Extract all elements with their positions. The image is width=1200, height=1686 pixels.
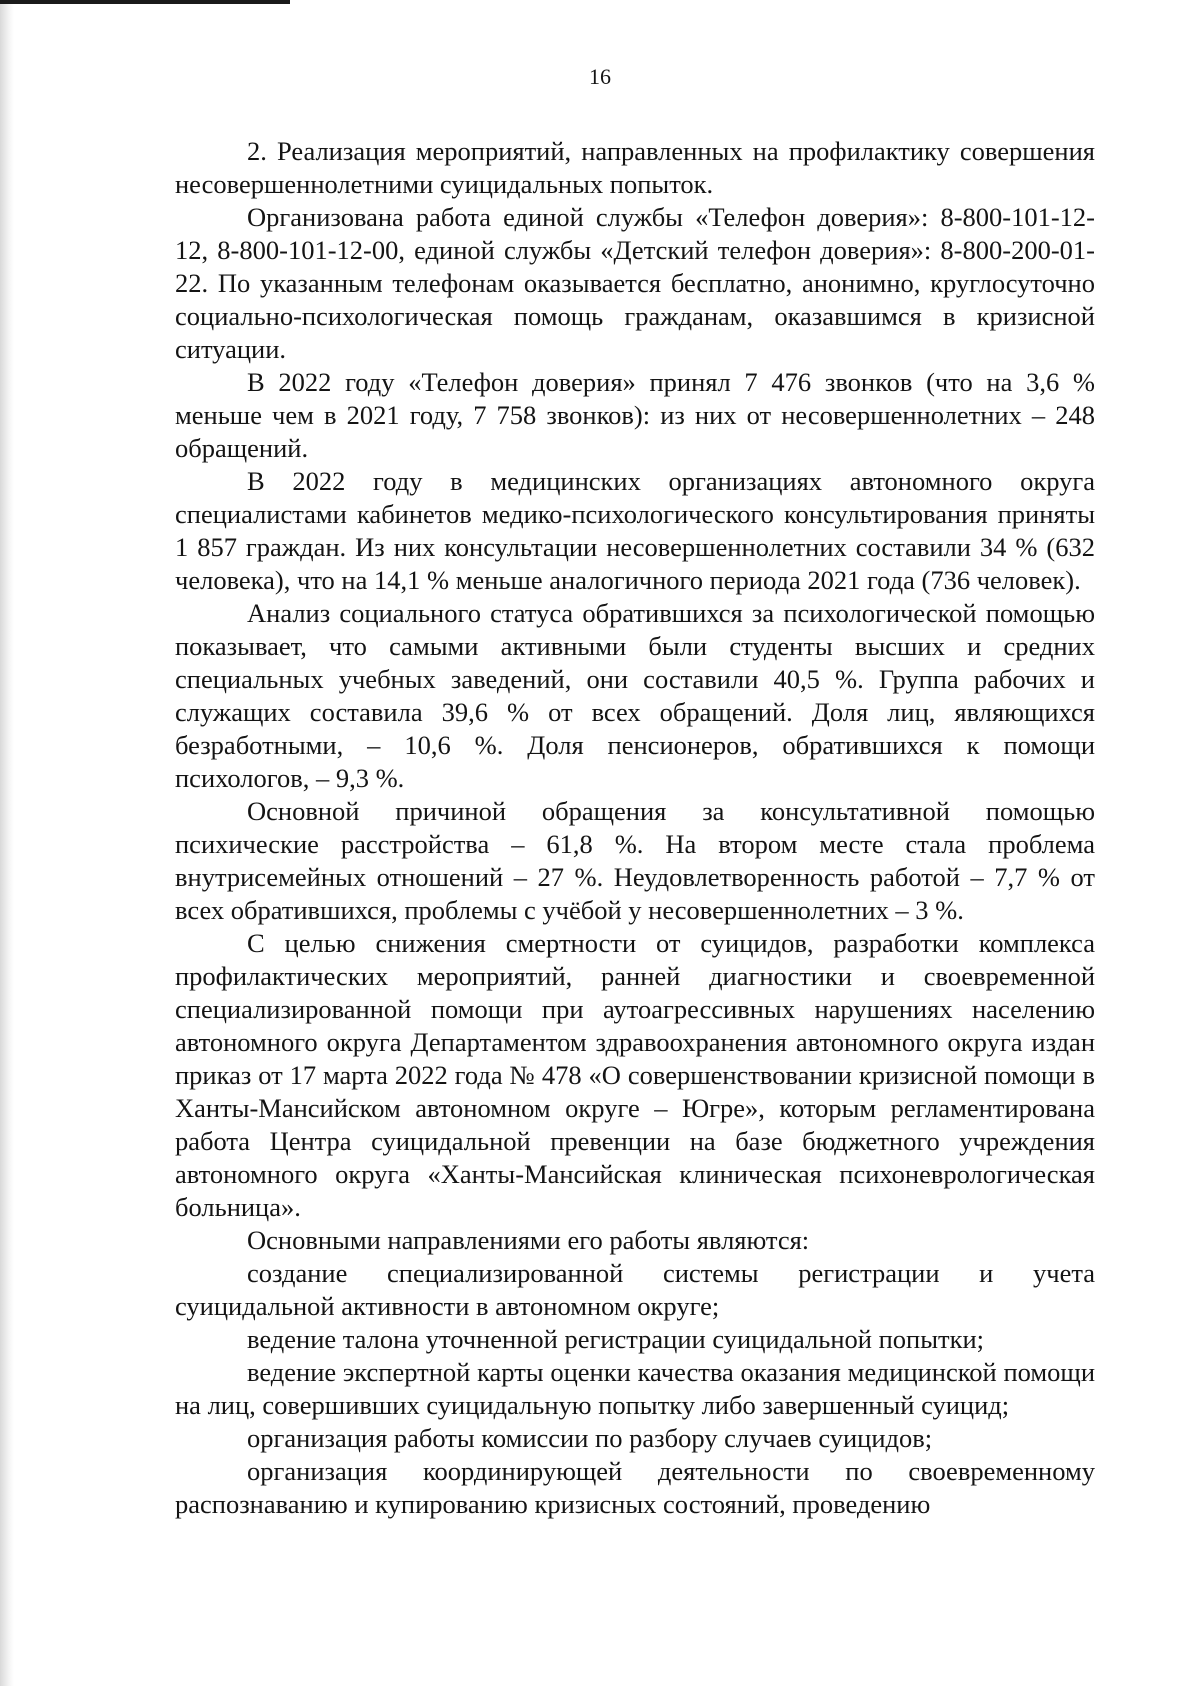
- paragraph-section-2-heading: 2. Реализация мероприятий, направленных на профилактику совершения несовершеннолетними суицидальных попыток.: [175, 136, 1095, 199]
- paragraph-order-478: С целью снижения смертности от суицидов, разработки комплекса профилактических мероприятий, ранней диагностики и своевременной специализированной помощи при аутоагрессивных нарушениях населению автономного округа Департаментом здравоохранения автономного округа издан приказ от 17 марта 2022 года № 478 «О совершенствовании кризисной помощи в Ханты-Мансийском автономном округе – Югре», которым регламентирована работа Центра суицидальной превенции на базе бюджетного учреждения автономного округа «Ханты-Мансийская клиническая психоневрологическая больница».: [175, 928, 1095, 1222]
- list-item-suicide-commission: организация работы комиссии по разбору случаев суицидов;: [247, 1423, 933, 1453]
- paragraph-main-directions-intro: Основными направлениями его работы являются:: [247, 1225, 810, 1255]
- page-number: 16: [589, 64, 611, 89]
- paragraph-helpline-services: Организована работа единой службы «Телефон доверия»: 8-800-101-12-12, 8-800-101-12-00, единой службы «Детский телефон доверия»: 8-800-200-01-22. По указанным телефонам оказывается бесплатно, анонимно, круглосуточно социально-психологическая помощь гражданам, оказавшимся в кризисной ситуации.: [175, 202, 1095, 364]
- paragraph-main-reasons: Основной причиной обращения за консультативной помощью психические расстройства – 61,8 %. На втором месте стала проблема внутрисемейных отношений – 27 %. Неудовлетворенность работой – 7,7 % от всех обратившихся, проблемы с учёбой у несовершеннолетних – 3 %.: [175, 796, 1095, 925]
- list-item-expert-card: ведение экспертной карты оценки качества оказания медицинской помощи на лиц, совершивших суицидальную попытку либо завершенный суицид;: [175, 1357, 1095, 1420]
- scan-top-mark: [0, 0, 290, 4]
- list-item-registration-system: создание специализированной системы регистрации и учета суицидальной активности в автономном округе;: [175, 1258, 1095, 1321]
- list-item-coordinating-activity: организация координирующей деятельности по своевременному распознаванию и купированию кризисных состояний, проведению: [175, 1456, 1095, 1519]
- scan-left-edge: [0, 0, 14, 1686]
- paragraph-social-status-analysis: Анализ социального статуса обратившихся за психологической помощью показывает, что самыми активными были студенты высших и средних специальных учебных заведений, они составили 40,5 %. Группа рабочих и служащих составила 39,6 % от всех обращений. Доля лиц, являющихся безработными, – 10,6 %. Доля пенсионеров, обратившихся к помощи психологов, – 9,3 %.: [175, 598, 1095, 793]
- paragraph-medical-consultations: В 2022 году в медицинских организациях автономного округа специалистами кабинетов медико-психологического консультирования приняты 1 857 граждан. Из них консультации несовершеннолетних составили 34 % (632 человека), что на 14,1 % меньше аналогичного периода 2021 года (736 человек).: [175, 466, 1095, 595]
- paragraph-helpline-calls-2022: В 2022 году «Телефон доверия» принял 7 476 звонков (что на 3,6 % меньше чем в 2021 году, 7 758 звонков): из них от несовершеннолетних – 248 обращений.: [175, 367, 1095, 463]
- document-body: [175, 135, 1095, 1521]
- list-item-registration-coupon: ведение талона уточненной регистрации суицидальной попытки;: [247, 1324, 985, 1354]
